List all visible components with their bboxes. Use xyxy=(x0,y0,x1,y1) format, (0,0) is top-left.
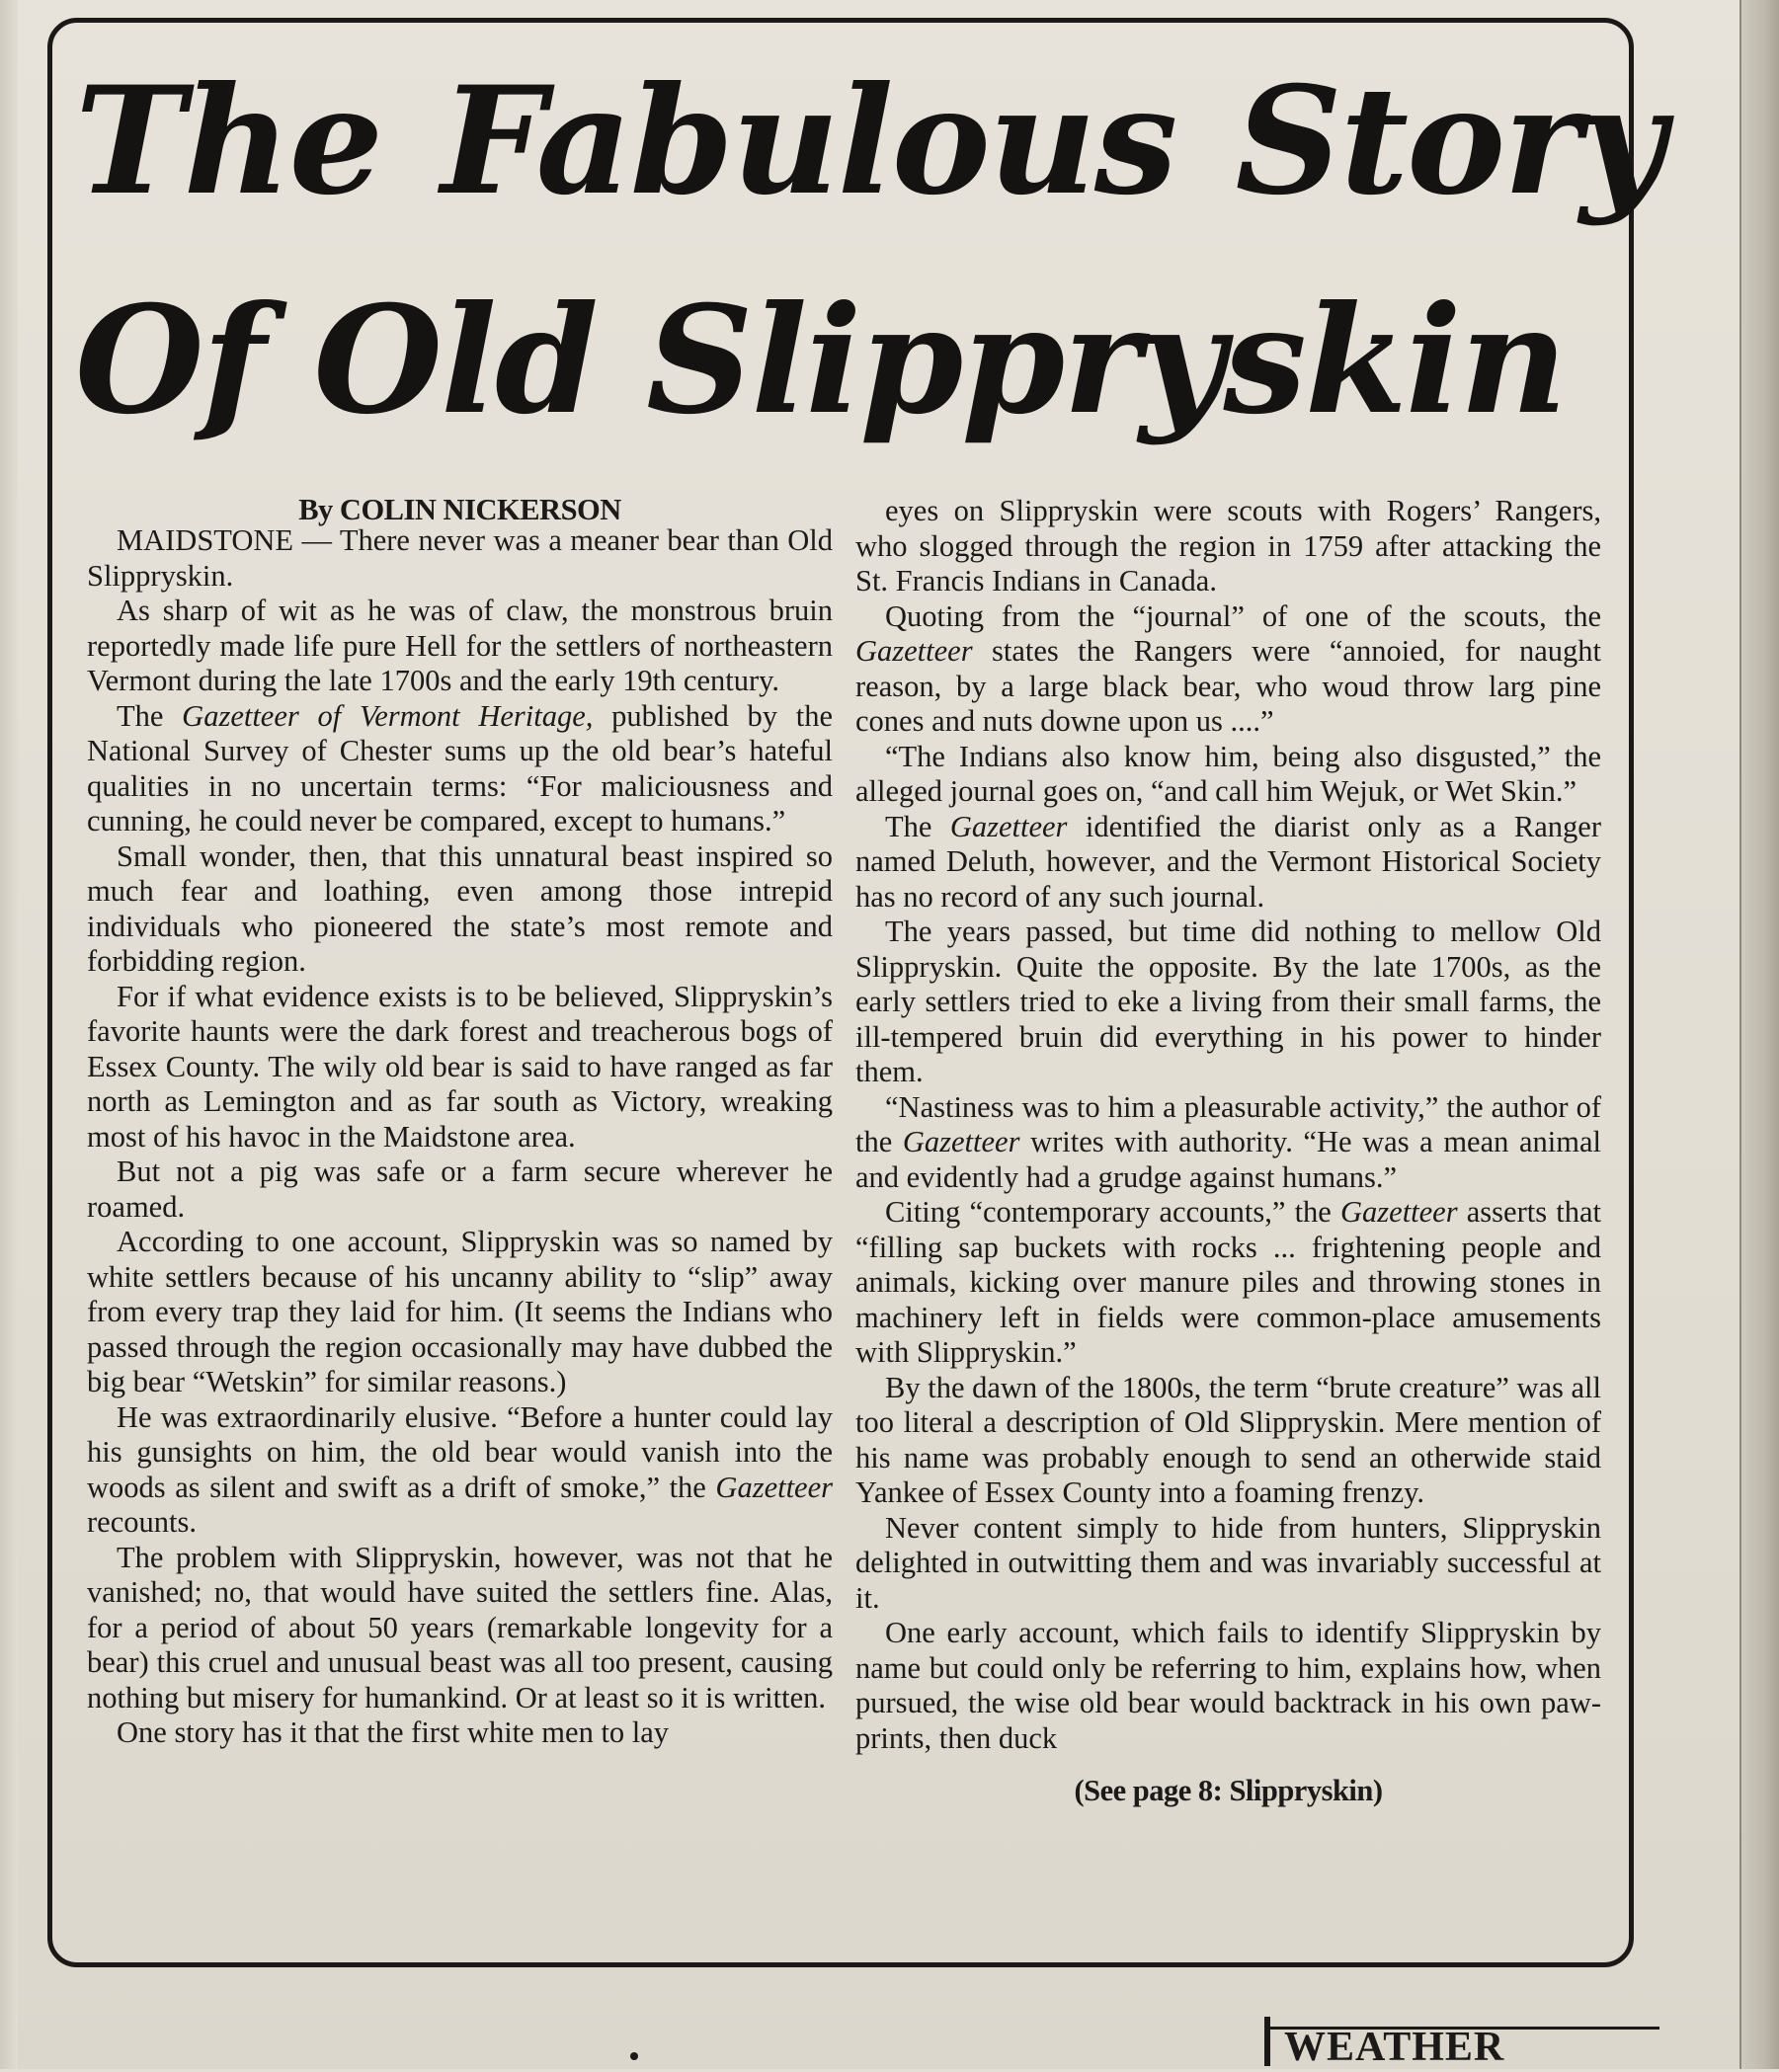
paragraph xyxy=(855,810,1601,916)
weather-heading: WEATHER xyxy=(1284,2025,1505,2070)
italic-title-text: Gazetteer of Vermont Heritage, xyxy=(182,698,594,733)
paragraph xyxy=(855,1090,1601,1196)
paragraph-text: The xyxy=(885,809,950,843)
paragraph-text: He was extraordinarily elusive. “Before a hunter could lay his gunsights on him, the old bear would vanish into the woods as silent and swift as a drift of smoke,” the xyxy=(87,1399,833,1504)
paragraph xyxy=(855,1511,1601,1617)
headline xyxy=(75,32,1664,470)
paragraph-text: “The Indians also know him, being also disgusted,” the alleged journal goes on, “and call him Wejuk, or Wet Skin.” xyxy=(855,739,1601,808)
paragraph xyxy=(87,839,833,980)
paragraph-text: The problem with Slippryskin, however, was not that he vanished; no, that would have suited the settlers fine. Alas, for a period of about 50 years (remarkable longevity for a bear) this cruel and unusual beast was all too present, causing nothing but misery for humankind. Or at least so it is written. xyxy=(87,1540,833,1714)
paragraph xyxy=(87,699,833,839)
paragraph-text: The xyxy=(117,698,183,733)
paragraph-text: One early account, which fails to identify Slippryskin by name but could only be referring to him, explains how, when pursued, the wise old bear would backtrack in his own paw-prints, then duck xyxy=(855,1616,1601,1755)
scan-left-edge xyxy=(0,0,18,2069)
scan-right-edge xyxy=(1739,0,1779,2069)
paragraph-text: MAIDSTONE — There never was a meaner bear than Old Slippryskin. xyxy=(87,523,833,593)
paragraph-text: As sharp of wit as he was of claw, the monstrous bruin reportedly made life pure Hell for the settlers of northeastern Vermont during the late 1700s and the early 19th century. xyxy=(87,594,833,697)
paragraph-text: states the Rangers were “annoied, for naught reason, by a large black bear, who woud throw larg pine cones and nuts downe upon us ....” xyxy=(855,634,1601,738)
paragraph xyxy=(87,1541,833,1716)
left-paragraphs xyxy=(87,523,833,1751)
paragraph-text: asserts that “filling sap buckets with rocks ... frightening people and animals, kicking over manure piles and throwing stones in machinery left in fields were common-place amusements with Slippryskin.” xyxy=(855,1195,1601,1369)
paragraph xyxy=(855,1371,1601,1511)
paragraph-text: identified the diarist only as a Ranger named Deluth, however, and the Vermont Historical Society has no record of any such journal. xyxy=(855,809,1601,914)
paragraph xyxy=(855,1616,1601,1756)
paragraph xyxy=(855,915,1601,1090)
paragraph-text: For if what evidence exists is to be believed, Slippryskin’s favorite haunts were the dark forest and treacherous bogs of Essex County. The wily old bear is said to have ranged as far north as Lemington and as far south as Victory, wreaking most of his havoc in the Maidstone area. xyxy=(87,979,833,1154)
italic-title-text: Gazetteer xyxy=(1340,1195,1458,1229)
right-paragraphs xyxy=(855,494,1601,1756)
paragraph xyxy=(855,740,1601,810)
paragraph-text: Small wonder, then, that this unnatural beast inspired so much fear and loathing, even among those intrepid individuals who pioneered the state’s most remote and forbidding region. xyxy=(87,838,833,978)
paragraph xyxy=(87,1400,833,1541)
paragraph-text: By the dawn of the 1800s, the term “brute creature” was all too literal a description of Old Slippryskin. Mere mention of his name was probably enough to send an otherwide staid Yankee of Essex County into a foaming frenzy. xyxy=(855,1370,1601,1509)
paragraph xyxy=(87,980,833,1156)
paragraph xyxy=(87,523,833,594)
paragraph-text: Never content simply to hide from hunters, Slippryskin delighted in outwitting them and was invariably successful at it. xyxy=(855,1510,1601,1615)
article-column-right xyxy=(855,494,1601,1809)
paragraph-text: writes with authority. “He was a mean animal and evidently had a grudge against humans.” xyxy=(855,1125,1601,1194)
article-column-left xyxy=(87,494,833,1751)
paragraph-text: According to one account, Slippryskin was so named by white settlers because of his uncanny ability to “slip” away from every trap they laid for him. (It seems the Indians who passed through the region occasionally may have dubbed the big bear “Wetskin” for similar reasons.) xyxy=(87,1225,833,1398)
headline-line-2: Of Old Slippryskin xyxy=(75,274,1566,447)
paragraph-text: recounts. xyxy=(87,1505,197,1539)
ink-speck xyxy=(630,2052,638,2060)
paragraph-text: eyes on Slippryskin were scouts with Rogers’ Rangers, who slogged through the region in 1759 after attacking the St. Francis Indians in Canada. xyxy=(855,494,1601,598)
paragraph-text: One story has it that the first white men to lay xyxy=(117,1715,670,1749)
paragraph-text: “Nastiness was to him a pleasurable activity,” the author of the xyxy=(855,1089,1601,1158)
continuation-note: (See page 8: Slippryskin) xyxy=(1074,1774,1383,1807)
byline: By COLIN NICKERSON xyxy=(298,493,621,526)
paragraph xyxy=(87,1715,833,1751)
paragraph-text: Quoting from the “journal” of one of the scouts, the xyxy=(885,598,1601,633)
italic-title-text: Gazetteer xyxy=(902,1125,1020,1158)
headline-line-1: The Fabulous Story xyxy=(75,54,1664,228)
italic-title-text: Gazetteer xyxy=(949,809,1068,843)
paragraph xyxy=(87,594,833,699)
italic-title-text: Gazetteer xyxy=(855,634,973,668)
paragraph xyxy=(855,494,1601,599)
paragraph xyxy=(855,1195,1601,1371)
paragraph-text: But not a pig was safe or a farm secure wherever he roamed. xyxy=(87,1155,833,1224)
paragraph xyxy=(855,599,1601,740)
paragraph-text: published by the National Survey of Chester sums up the old bear’s hateful qualities in no uncertain terms: “For maliciousness and cunning, he could never be compared, except to humans.” xyxy=(87,698,834,837)
paragraph xyxy=(87,1155,833,1225)
italic-title-text: Gazetteer xyxy=(715,1470,833,1504)
paragraph xyxy=(87,1225,833,1400)
paragraph-text: Citing “contemporary accounts,” the xyxy=(885,1195,1341,1229)
paragraph-text: The years passed, but time did nothing to mellow Old Slippryskin. Quite the opposite. By the late 1700s, as the early settlers tried to eke a living from their small farms, the ill-tempered bruin did everything in his power to hinder them. xyxy=(855,915,1601,1088)
